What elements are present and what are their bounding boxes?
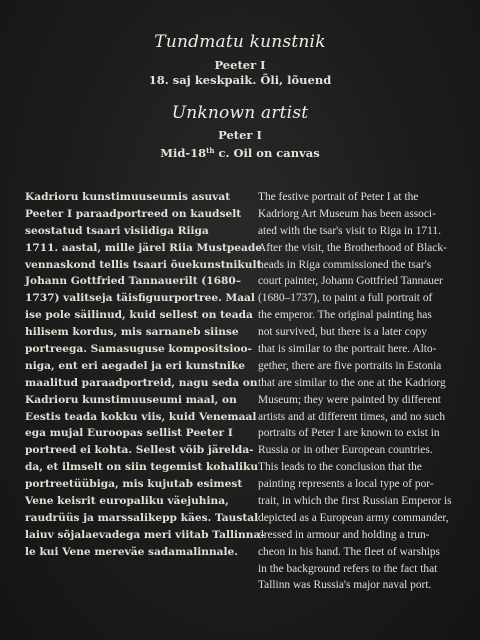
description-en-line: This leads to the conclusion that the: [258, 461, 422, 474]
description-en-line: artists and at different times, and no such: [258, 410, 446, 423]
description-en-line: ated with the tsar's visit to Riga in 1711.: [258, 224, 441, 237]
description-et-line: Johann Gottfried Tannauerilt (1680–: [25, 275, 242, 288]
description-et-line: laiuv sõjalaevadega meri viitab Tallinna-: [25, 528, 265, 541]
details-en-prefix: Mid-18: [160, 146, 207, 160]
description-et-line: portreed ei kohta. Sellest võib järelda-: [25, 444, 254, 457]
artist-name-en: Unknown artist: [171, 103, 309, 123]
description-en-line: trait, in which the first Russian Emperor is: [258, 495, 452, 508]
description-en-line: cheon in his hand. The fleet of warships: [258, 545, 440, 558]
description-en-line: heads in Riga commissioned the tsar's: [258, 258, 432, 271]
description-et-line: Vene keisrit europaliku väejuhina,: [25, 495, 229, 508]
work-title-en: Peter I: [218, 128, 262, 142]
description-et-line: raudrüüs ja marssalikepp käes. Taustal: [25, 511, 259, 524]
description-et-line: 1737) valitseja täisfiguurportree. Maal: [25, 292, 255, 305]
work-title-et: Peeter I: [214, 58, 266, 72]
description-en-line: depicted as a European army commander,: [258, 511, 449, 524]
description-en-line: Russia or in other European countries.: [258, 444, 433, 457]
description-en-line: Museum; they were painted by different: [258, 393, 441, 406]
description-et: [25, 189, 265, 561]
artist-name-et: Tundmatu kunstnik: [154, 32, 326, 52]
details-en-suffix: c. Oil on canvas: [214, 146, 320, 160]
description-en-line: portraits of Peter I are known to exist in: [258, 427, 440, 440]
description-et-line: portreetüübiga, mis kujutab esimest: [25, 478, 243, 491]
description-en-line: the emperor. The original painting has: [258, 309, 432, 322]
work-details-en: [0, 143, 480, 161]
description-en-line: that is similar to the portrait here. Alto-: [258, 343, 437, 356]
description-et-line: maalitud paraadportreid, nagu seda on: [25, 376, 258, 389]
description-en-line: Kadriorg Art Museum has been associ-: [258, 207, 436, 220]
description-en-line: dressed in armour and holding a trun-: [258, 528, 430, 541]
description-et-line: Peeter I paraadportreed on kaudselt: [25, 207, 242, 220]
description-et-line: 1711. aastal, mille järel Riia Mustpeade: [25, 241, 263, 254]
description-et-line: da, et ilmselt on siin tegemist kohaliku: [25, 461, 259, 474]
description-en-line: gether, there are five portraits in Estonia: [258, 359, 442, 372]
description-en-line: The festive portrait of Peter I at the: [258, 191, 419, 203]
details-en-sup: th: [206, 146, 215, 155]
description-et-line: Kadrioru kunstimuuseumis asuvat: [25, 191, 231, 203]
description-en-line: in the background refers to the fact that: [258, 562, 438, 575]
description-et-line: portreega. Samasuguse kompositsioo-: [25, 343, 252, 356]
description-et-line: hilisem kordus, mis sarnaneb siinse: [25, 326, 239, 339]
description-en-line: After the visit, the Brotherhood of Black-: [258, 241, 447, 254]
description-et-line: vennaskond tellis tsaari õuekunstnikult: [25, 258, 262, 271]
description-en-line: not survived, but there is a later copy: [258, 326, 427, 339]
description-et-line: ega mujal Euroopas sellist Peeter I: [25, 427, 233, 440]
description-en-line: (1680–1737), to paint a full portrait of: [258, 292, 433, 305]
description-en: [258, 189, 468, 594]
description-et-line: niga, ent eri aegadel ja eri kunstnike: [25, 359, 245, 372]
description-en-line: Tallinn was Russia's major naval port.: [258, 579, 432, 592]
description-et-line: Kadrioru kunstimuuseumi maal, on: [25, 393, 237, 406]
description-en-line: that are similar to the one at the Kadriorg: [258, 376, 446, 389]
description-et-line: ise pole säilinud, kuid sellest on teada: [25, 309, 253, 322]
description-en-line: court painter, Johann Gottfried Tannauer: [258, 275, 443, 288]
description-en-line: painting represents a local type of por-: [258, 478, 434, 491]
description-et-line: le kui Vene mereväe sadamalinnale.: [25, 545, 238, 558]
description-et-line: Eestis teada kokku viis, kuid Venemaal: [25, 410, 257, 423]
description-et-line: seostatud tsaari visiidiga Riiga: [25, 224, 209, 237]
work-details-et: 18. saj keskpaik. Õli, lõuend: [148, 73, 332, 87]
